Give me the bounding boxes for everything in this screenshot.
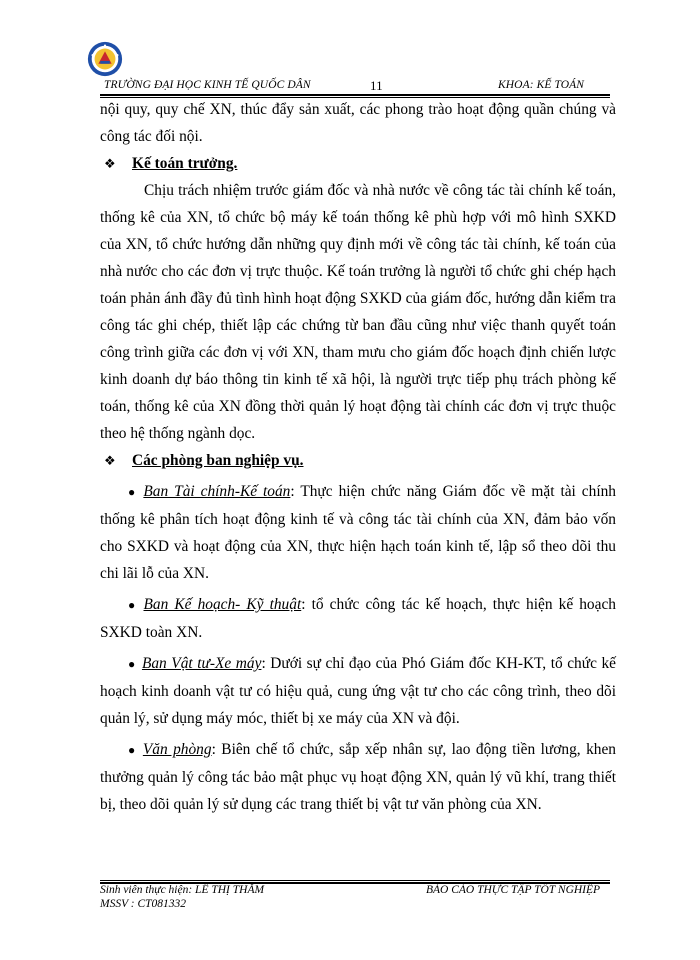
heading-text: Kế toán trưởng. bbox=[132, 155, 238, 172]
bullet-icon: ● bbox=[128, 598, 138, 612]
dept-description: : Thực hiện chức năng Giám đốc về mặt tài chính thống kê phân tích hoạt động kinh tế và công tác tài chính của XN, đảm bảo vốn cho SXKD và hoạt động của XN, thực hiện hạch toán kinh tế, lập sổ theo dõi thu chi lãi lỗ của XN. bbox=[100, 483, 616, 582]
heading-text: Các phòng ban nghiệp vụ. bbox=[132, 452, 304, 469]
diamond-bullet-icon: ❖ bbox=[104, 453, 116, 468]
university-logo-icon bbox=[86, 40, 124, 78]
bullet-icon: ● bbox=[128, 743, 137, 757]
diamond-bullet-icon: ❖ bbox=[104, 156, 116, 171]
dept-name: Ban Tài chính-Kế toán bbox=[143, 483, 291, 500]
dept-name: Ban Kế hoạch- Kỹ thuật bbox=[143, 596, 302, 613]
bullet-icon: ● bbox=[128, 485, 138, 499]
list-item-office bbox=[100, 736, 616, 818]
dept-name: Ban Vật tư-Xe máy bbox=[141, 655, 262, 672]
chief-accountant-paragraph: Chịu trách nhiệm trước giám đốc và nhà nước về công tác tài chính kế toán, thống kê của XN, tổ chức bộ máy kế toán thống kê phù hợp với mô hình SXKD của XN, tổ chức hướng dẫn những quy định mới về công tác tài chính, kế toán của nhà nước cho các đơn vị trực thuộc. Kế toán trưởng là người tổ chức ghi chép hạch toán phản ánh đầy đủ tình hình hoạt động SXKD của giám đốc, hướng dẫn kiểm tra công tác ghi chép, thiết lập các chứng từ ban đầu cũng như việc thanh quyết toán công trình giữa các đơn vị với XN, tham mưu cho giám đốc hoạch định chiến lược kinh doanh dự báo thông tin kinh tế xã hội, là người trực tiếp phụ trách phòng kế toán, thống kê của XN đồng thời quản lý hoạt động tài chính các đơn vị trực thuộc theo hệ thống ngành dọc. bbox=[100, 182, 616, 442]
header-page-number: 11 bbox=[370, 78, 383, 93]
list-item-planning bbox=[100, 591, 616, 646]
list-item-materials bbox=[100, 650, 616, 732]
dept-description: : Dưới sự chỉ đạo của Phó Giám đốc KH-KT, tổ chức kế hoạch kinh doanh vật tư có hiệu quả, cung ứng vật tư cho các công trình, theo dõi quản lý, sử dụng máy móc, thiết bị xe máy của XN và đội. bbox=[100, 655, 616, 727]
dept-name: Văn phòng bbox=[142, 741, 212, 758]
header-faculty: KHOA: KẾ TOÁN bbox=[498, 79, 585, 91]
footer-mssv: MSSV : CT081332 bbox=[100, 898, 187, 910]
page-header bbox=[104, 79, 604, 95]
footer-student: Sinh viên thực hiện: LÊ THỊ THẮM bbox=[100, 884, 265, 896]
section-heading-departments bbox=[100, 447, 616, 474]
intro-paragraph: nội quy, quy chế XN, thúc đẩy sản xuất, các phong trào hoạt động quần chúng và công tác đối nội. bbox=[100, 101, 616, 145]
dept-description: : Biên chế tổ chức, sắp xếp nhân sự, lao động tiền lương, khen thưởng quản lý công tác bảo mật phục vụ hoạt động XN, quản lý vũ khí, trang thiết bị, theo dõi quản lý sử dụng các trang thiết bị vật tư văn phòng của XN. bbox=[100, 741, 616, 813]
document-body bbox=[100, 96, 616, 818]
list-item-finance bbox=[100, 478, 616, 587]
dept-description: : tổ chức công tác kế hoạch, thực hiện kế hoạch SXKD toàn XN. bbox=[100, 596, 616, 641]
header-university: TRƯỜNG ĐẠI HỌC KINH TẾ QUỐC DÂN bbox=[104, 79, 311, 91]
footer-report-title: BÁO CÁO THỰC TẬP TỐT NGHIỆP bbox=[426, 884, 601, 896]
section-heading-chief-accountant bbox=[100, 150, 616, 177]
bullet-icon: ● bbox=[128, 657, 136, 671]
